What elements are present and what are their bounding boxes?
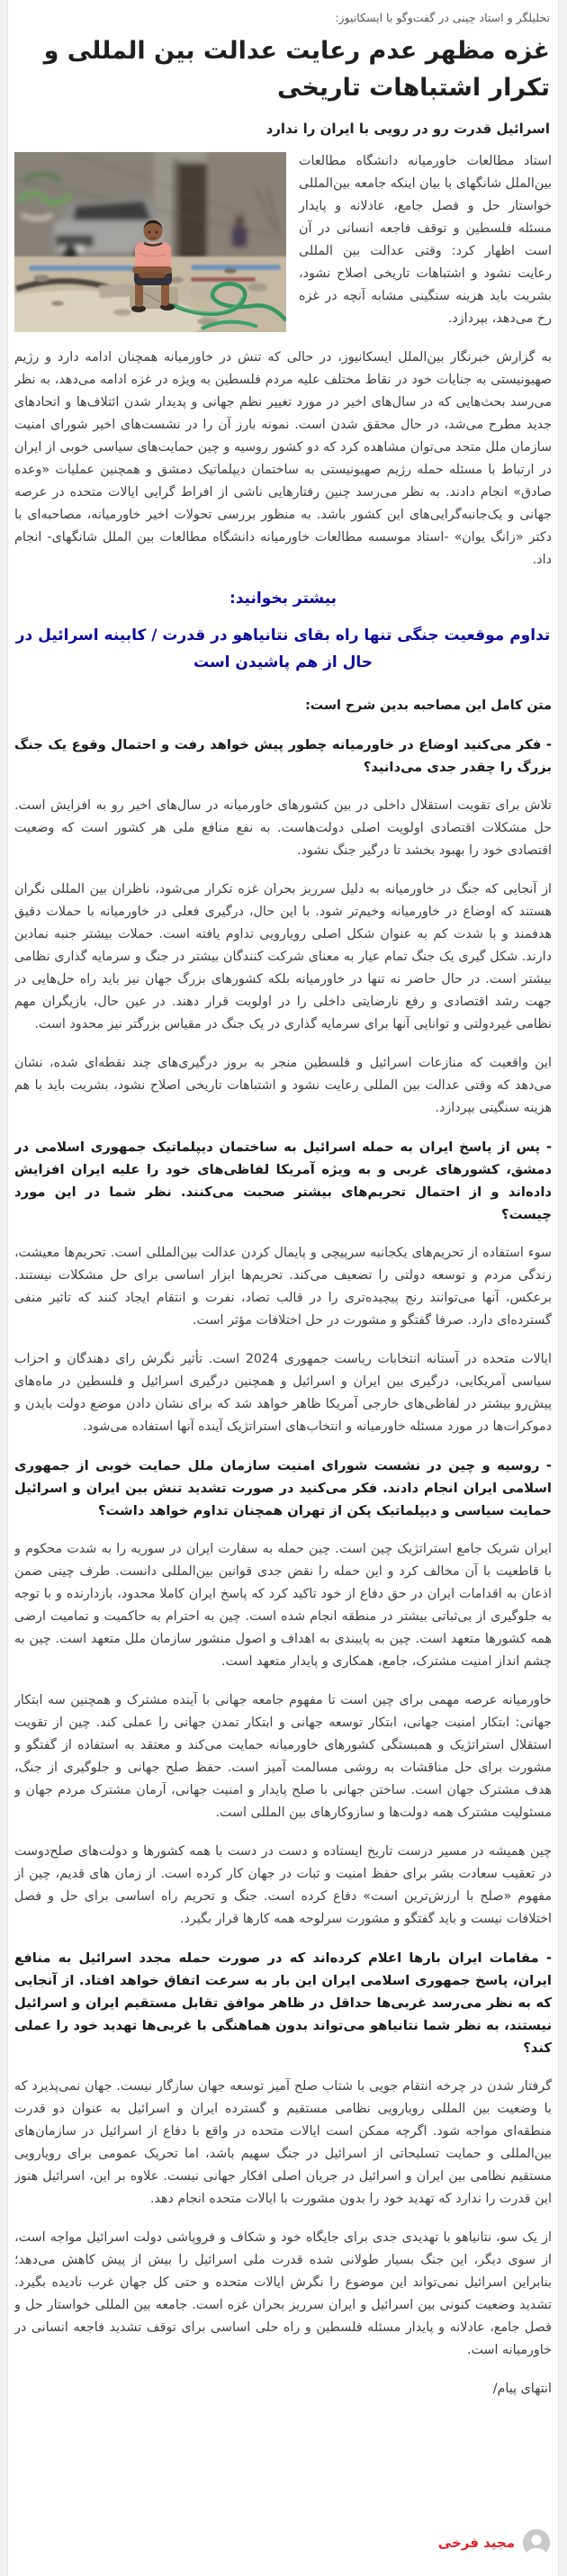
article-card [7,0,559,2576]
article-paragraph: به گزارش خبرنگار بین‌الملل ایسکانیوز، در حالی که تنش در خاورمیانه همچنان ادامه دارد و رژیم صهیونیستی به جنایات خود در نقاط مختلف علیه مردم فلسطین به ویژه در غزه ادامه می‌دهد، به نظر می‌رسد بحث‌هایی که در سال‌های اخیر در مورد تغییر نظم جهانی و پدیدار شدن ائتلاف‌ها و اتحادهای جدید مطرح می‌شد، در حال محقق شدن است. نمونه بارز آن را در نشست‌های اخیر شورای امنیت سازمان ملل متحد می‌توان مشاهده کرد که دو کشور روسیه و چین حمایت‌های سیاسی خوبی از ایران در ارتباط با مسئله حمله رژیم صهیونیستی به ساختمان دیپلماتیک دمشق و همچنین عملیات «وعده صادق» انجام دادند. به نظر می‌رسد چنین رفتارهایی ناشی از افراط گرایی ایالات متحده در عرصه جهانی و یک‌جانبه‌گرایی‌های این کشور باشد. به منظور بررسی تحولات اخیر خاورمیانه، مصاحبه‌ای با دکتر «زانگ یوان» -استاد موسسه مطالعات خاورمیانه دانشگاه مطالعات بین الملل شانگهای- انجام داد. [14,350,552,567]
interview-question: - پس از پاسخ ایران به حمله اسرائیل به ساختمان دیپلماتیک جمهوری اسلامی در دمشق، کشورهای غربی و به ویژه آمریکا لفاظی‌های خود را علیه ایران افزایش داده‌اند و از احتمال تحریم‌های بیشتر صحبت می‌کنند. نظر شما در این مورد چیست؟ [14,1139,552,1222]
interview-answer-paragraph: از آنجایی که جنگ در خاورمیانه به دلیل سرریز بحران غزه تکرار می‌شود، ناظران بین المللی نگران هستند که اوضاع در خاورمیانه وخیم‌تر شود. با این حال، درگیری فعلی در خاورمیانه با حملات دقیق هدفمند و با شدت کم به عنوان شکل اصلی رویارویی تداوم یافته است. حملات بیشتر جنبه نمادین دارند. شکل گیری یک جنگ تمام عیار به معنای شرکت کنندگان بیشتر در جنگ و سرمایه گذاری نظامی بیشتر است. در حال حاضر نه تنها در خاورمیانه بلکه کشورهای بزرگ جهان نیز باید راه حل‌هایی در جهت رشد اقتصادی و رفع نارضایتی داخلی را در اولویت قرار دهند. در عین حال، بازیگران مهم نظامی غیردولتی و توانایی آنها برای سرمایه گذاری در یک جنگ در مقیاس بزرگتر نیز محدود است. [14,881,552,1031]
page-title: غزه مظهر عدم رعایت عدالت بین المللی و تکرار اشتباهات تاریخی [43,37,550,102]
readmore-section [14,588,552,677]
readmore-link[interactable]: تداوم موقعیت جنگی تنها راه بقای نتانیاهو در قدرت / کابینه اسرائیل در حال از هم پاشیدن است [15,626,551,671]
person-icon [523,2529,550,2556]
lead-text: اسرائیل قدرت رو در رویی با ایران را ندارد [266,121,550,137]
author-row [16,2529,550,2556]
interview-answer-paragraph: گرفتار شدن در چرخه انتقام جویی با شتاب صلح آمیز توسعه جهان سازگار نیست. جهان نمی‌پذیرد که با وضعیت بین المللی رویارویی نظامی مستقیم و گسترده ایران و اسرائیل به عنوان دو قدرت منطقه‌ای مواجه شود. اگرچه ممکن است ایالات متحده در واقع با دفاع از اسرائیل در سازمان‌های بین‌المللی و حمایت تسلیحاتی از اسرائیل در جنگ سهیم باشد، اما تحریک عمومی برای رویارویی مستقیم نظامی بین ایران و اسرائیل در جریان اصلی افکار جهانی نیست. علاوه بر این، اسرائیل هنوز این قدرت را ندارد که تهدید خود را بدون مشورت با ایالات متحده انجام دهد. [14,2078,552,2206]
interview-answer-paragraph: چین همیشه در مسیر درست تاریخ ایستاده و دست در دست با همه کشورها و دولت‌های صلح‌دوست در تعقیب سعادت بشر برای حفظ امنیت و ثبات در جهان کار کرده است. از زمان های قدیم، چین از مفهوم «صلح با ارزش‌ترین است» دفاع کرده است. جنگ و تحریم راه اساسی برای حل و فصل اختلافات نیست و باید گفتگو و مشورت سرلوحه همه کارها قرار بگیرد. [14,1843,552,1926]
gaza-child-photo-illustration [14,152,286,332]
interview-question: - روسیه و چین در نشست شورای امنیت سازمان ملل حمایت خوبی از جمهوری اسلامی ایران انجام دادند. فکر می‌کنید در صورت تشدید تنش بین ایران و اسرائیل حمایت سیاسی و دیپلماتیک پکن از تهران همچنان تداوم خواهد داشت؟ [14,1457,552,1518]
article-paragraph: استاد مطالعات خاورمیانه دانشگاه مطالعات بین‌الملل شانگهای با بیان اینکه جامعه بین‌المللی خواستار حل و فصل جامع، عادلانه و پایدار مسئله فلسطین و توقف فاجعه انسانی در آن است اظهار کرد: وقتی عدالت بین المللی رعایت نشود و اشتباهات تاریخی اصلاح نشود، بشریت باید هزینه سنگینی مشابه آنچه در غزه رخ می‌دهد، بپردازد. [299,154,552,326]
kicker: تحلیلگر و استاد چینی در گفت‌وگو با ایسکانیوز: [335,11,550,24]
interview-answer-paragraph: سوء استفاده از تحریم‌های یکجانبه سرپیچی و پایمال کردن عدالت بین‌المللی است. تحریم‌ها معیشت، زندگی مردم و توسعه دولتی را تضعیف می‌کند. تحریم‌ها ابزار اساسی برای حل مشکلات نیستند. برعکس، آنها می‌توانند رنج پیچیده‌تری را در قالب تضاد، نفرت و انتقام ایجاد کنند که تاثیر منفی گسترده‌ای دارد. صرفا گفتگو و مشورت در حل اختلافات مؤثر است. [14,1245,552,1328]
interview-question: - فکر می‌کنید اوضاع در خاورمیانه چطور پیش خواهد رفت و احتمال وقوع یک جنگ بزرگ را چقدر جدی می‌دانید؟ [14,736,552,775]
interview-answer-paragraph: ایالات متحده در آستانه انتخابات ریاست جمهوری 2024 است. تأثیر نگرش رای دهندگان و احزاب سیاسی آمریکایی، درگیری بین ایران و اسرائیل و همچنین درگیری اسرائیل و فلسطین در ماه‌های پیش‌رو بیشتر در لفاظی‌های خارجی آمریکا ظاهر خواهد شد که برای نشان دادن موضع دولت بایدن و دموکرات‌ها در مورد مسئله خاورمیانه و انتخاب‌های استراتژیک آینده آنها استفاده می‌شود. [14,1351,552,1434]
author-footer [14,2522,552,2567]
author-avatar[interactable] [523,2529,550,2556]
transcript-intro: متن کامل این مصاحبه بدین شرح است: [305,698,552,713]
article-body [14,150,552,2522]
gaza-child-photo [14,152,286,332]
interview-answer-paragraph: از یک سو، نتانیاهو با تهدیدی جدی برای جایگاه خود و شکاف و فروپاشی دولت اسرائیل مواجه است، از سوی دیگر، این جنگ بسیار طولانی شده قدرت ملی اسرائیل را بیش از پیش کاهش می‌دهد؛ بنابراین اسرائیل نمی‌تواند این موضوع را نگرش ایالات متحده و حتی کل جهان غرب نادیده بگیرد. تشدید وضعیت کنونی بین اسرائیل و ایران سرریز بحران غزه است. جامعه بین المللی خواستار حل و فصل جامع، عادلانه و پایدار مسئله فلسطین و راه حلی اساسی برای توقف تشدید فاجعه انسانی در خاورمیانه است. [14,2229,552,2357]
interview-question: - مقامات ایران بارها اعلام کرده‌اند که در صورت حمله مجدد اسرائیل به منافع ایران، پاسخ جمهوری اسلامی ایران این بار به سرعت اتفاق خواهد افتاد. از آنجایی که به نظر می‌رسد غربی‌ها حداقل در ظاهر موافق تقابل مستقیم ایران و اسرائیل نیستند، به نظر شما نتانیاهو می‌تواند بدون هماهنگی با غربی‌ها تهدید خود را عملی کند؟ [14,1950,552,2056]
interview-qa-section [14,734,552,2362]
interview-answer-paragraph: تلاش برای تقویت استقلال داخلی در بین کشورهای خاورمیانه در سال‌های اخیر رو به افزایش است. حل مشکلات اقتصادی اولویت اصلی دولت‌هاست. به نفع منافع ملی هر کشور است که وضعیت اقتصادی خود را بهبود بخشد تا درگیر جنگ نشود. [14,797,552,858]
interview-answer-paragraph: این واقعیت که منازعات اسرائیل و فلسطین منجر به بروز درگیری‌های چند نقطه‌ای شده، نشان می‌دهد که وقتی عدالت بین المللی رعایت نشود و اشتباهات تاریخی اصلاح نشود، بشریت باید با هم هزینه سنگینی بپردازد. [14,1055,552,1115]
interview-answer-paragraph: خاورمیانه عرصه مهمی برای چین است تا مفهوم جامعه جهانی با آینده مشترک و همچنین سه ابتکار جهانی: ابتکار امنیت جهانی، ابتکار توسعه جهانی و ابتکار تمدن جهانی را عملی کند. چین از تقویت استقلال استراتژیک و همبستگی کشورهای خاورمیانه حمایت می‌کند و معتقد به استفاده از گفتگو و مشورت برای حل مناقشات به روشی مسالمت آمیز است. حفظ صلح جهانی و جلوگیری از جنگ، هدف مشترک جهان است. ساختن جهانی با صلح پایدار و امنیت جهانی، آرمان مشترک مردم جهان و مسئولیت مشترک همه دولت‌ها و سازوکارهای بین المللی است. [14,1692,552,1820]
readmore-label: بیشتر بخوانید: [229,590,338,608]
interview-answer-paragraph: ایران شریک جامع استراتژیک چین است. چین حمله به سفارت ایران در سوریه را به شدت محکوم و با قاطعیت با آن مخالف کرد و این حمله را نقض جدی قوانین بین‌المللی دانست. طرف چینی ضمن اذعان به اقدامات ایران در حق دفاع از خود تاکید کرد که پاسخ ایران کاملا محدود، بازدارنده و با توجه به جلوگیری از بی‌ثباتی بیشتر در منطقه انجام شده است. چین به احترام به حاکمیت و تمامیت ارضی همه کشورها متعهد است. چین به پایبندی به اهداف و اصول منشور سازمان ملل متعهد است. چین به چشم انداز امنیت مشترک، جامع، همکاری و پایدار متعهد است. [14,1541,552,1669]
end-of-message-note: انتهای پیام/ [492,2381,552,2396]
author-name-link[interactable]: مجید فرخی [437,2535,515,2551]
intro-section [14,150,552,572]
